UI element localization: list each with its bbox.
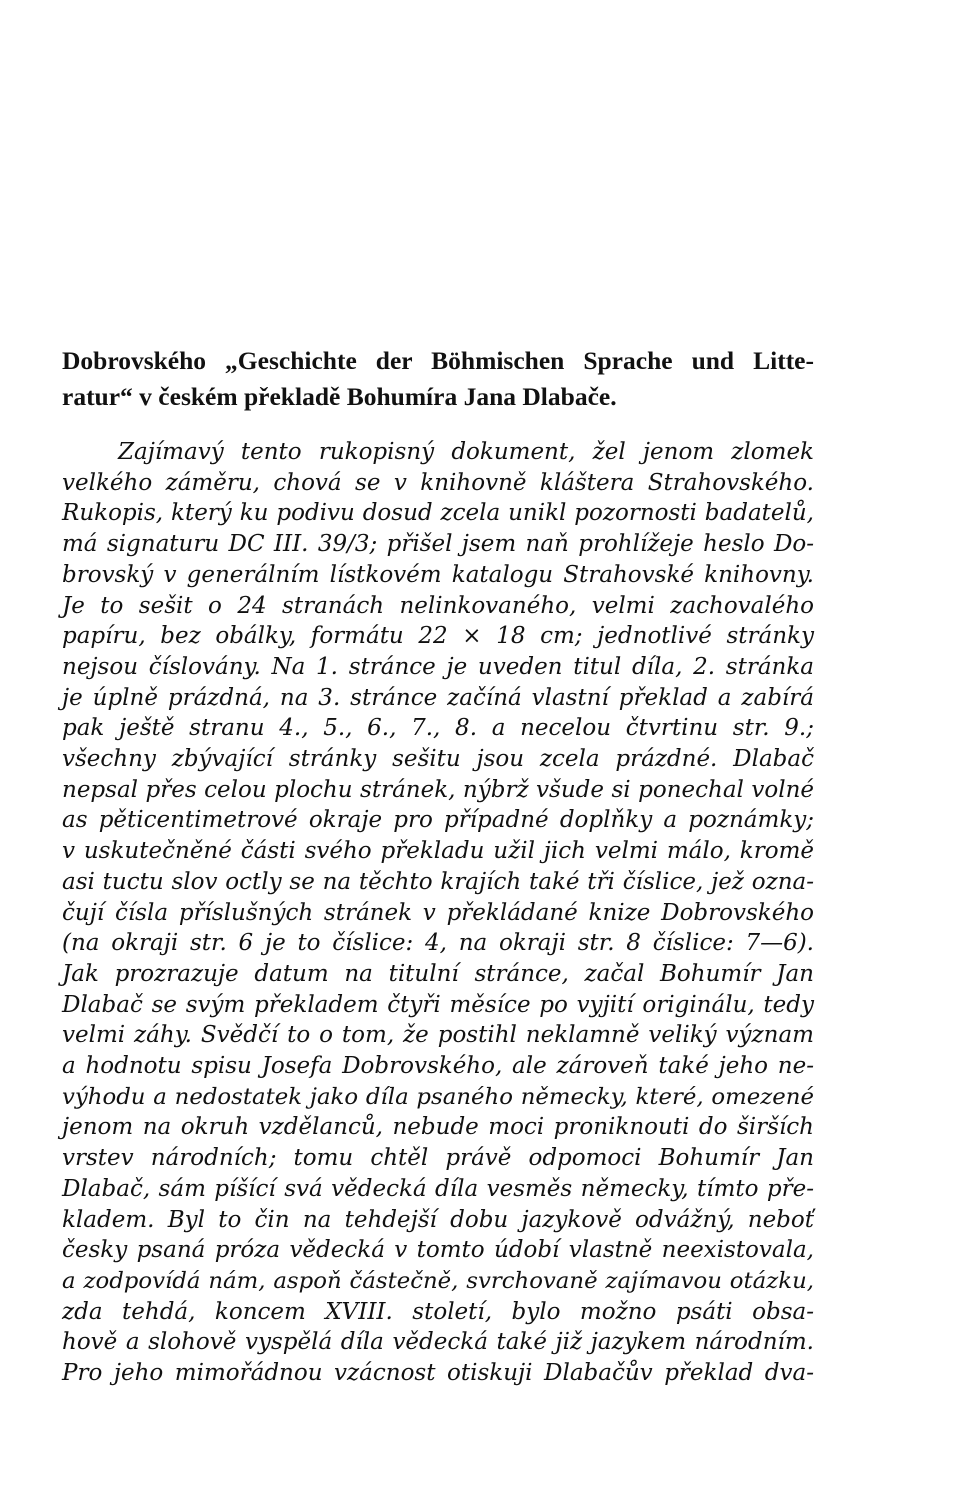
paragraph-line: pak ještě stranu 4., 5., 6., 7., 8. a necelou čtvrtinu str. 9.; — [62, 715, 814, 742]
paragraph-line: zda tehdá, koncem XVIII. století, bylo možno psáti obsa- — [62, 1298, 814, 1325]
paragraph-line: a zodpovídá nám, aspoň částečně, svrchovaně zajímavou otázku, — [62, 1267, 814, 1294]
paragraph-line: jenom na okruh vzdělanců, nebude moci proniknouti do širších — [62, 1114, 814, 1141]
paragraph-line: Jak prozrazuje datum na titulní stránce, začal Bohumír Jan — [62, 960, 814, 987]
paragraph-line: velkého záměru, chová se v knihovně kláštera Strahovského. — [62, 469, 814, 496]
paragraph-line: výhodu a nedostatek jako díla psaného německy, které, omezené — [62, 1083, 814, 1110]
paragraph-line: kladem. Byl to čin na tehdejší dobu jazykově odvážný, neboť — [62, 1206, 814, 1233]
paragraph-line: Rukopis, který ku podivu dosud zcela unikl pozornosti badatelů, — [62, 500, 814, 527]
paragraph-line: nepsal přes celou plochu stránek, nýbrž všude si ponechal volné — [62, 776, 814, 803]
title-line: Dobrovského „Geschichte der Böhmischen Sprache und Litte- — [62, 346, 814, 375]
paragraph-line: asi tuctu slov octly se na těchto krajích také tři číslice, jež ozna- — [62, 868, 814, 895]
paragraph-line: čují čísla příslušných stránek v překládané knize Dobrovského — [62, 899, 814, 926]
paragraph-line: je úplně prázdná, na 3. stránce začíná vlastní překlad a zabírá — [62, 684, 814, 711]
paragraph-line: nejsou číslovány. Na 1. stránce je uveden titul díla, 2. stránka — [62, 653, 814, 680]
paragraph-line: má signaturu DC III. 39/3; přišel jsem naň prohlížeje heslo Do- — [62, 531, 814, 558]
paragraph-line: Pro jeho mimořádnou vzácnost otiskuji Dlabačův překlad dva- — [62, 1360, 814, 1387]
paragraph-line: as pěticentimetrové okraje pro případné doplňky a poznámky; — [62, 807, 814, 834]
paragraph-line: česky psaná próza vědecká v tomto údobí vlastně neexistovala, — [62, 1237, 814, 1264]
paragraph-line: Dlabač, sám píšící svá vědecká díla vesměs německy, tímto pře- — [62, 1175, 814, 1202]
title-line: ratur“ v českém překladě Bohumíra Jana Dlabače. — [62, 382, 617, 411]
body-paragraph — [62, 437, 814, 1389]
paragraph-line: v uskutečněné části svého překladu užil jich velmi málo, kromě — [62, 838, 814, 865]
paragraph-line: velmi záhy. Svědčí to o tom, že postihl neklamně veliký význam — [62, 1022, 814, 1049]
paragraph-line: všechny zbývající stránky sešitu jsou zcela prázdné. Dlabač — [62, 746, 814, 773]
paragraph-line: Dlabač se svým překladem čtyři měsíce po vyjití originálu, tedy — [62, 991, 814, 1018]
paragraph-line: vrstev národních; tomu chtěl právě odpomoci Bohumír Jan — [62, 1145, 814, 1172]
paragraph-line: hově a slohově vyspělá díla vědecká také již jazykem národním. — [62, 1329, 814, 1356]
paragraph-line: Zajímavý tento rukopisný dokument, žel jenom zlomek — [118, 439, 814, 465]
paragraph-line: (na okraji str. 6 je to číslice: 4, na okraji str. 8 číslice: 7—6). — [62, 930, 814, 957]
article-title — [62, 343, 814, 415]
paragraph-line: papíru, bez obálky, formátu 22 × 18 cm; jednotlivé stránky — [62, 623, 814, 650]
paragraph-line: Je to sešit o 24 stranách nelinkovaného, velmi zachovalého — [62, 592, 814, 619]
paragraph-line: a hodnotu spisu Josefa Dobrovského, ale zároveň také jeho ne- — [62, 1053, 814, 1080]
paragraph-line: brovský v generálním lístkovém katalogu Strahovské knihovny. — [62, 561, 814, 588]
